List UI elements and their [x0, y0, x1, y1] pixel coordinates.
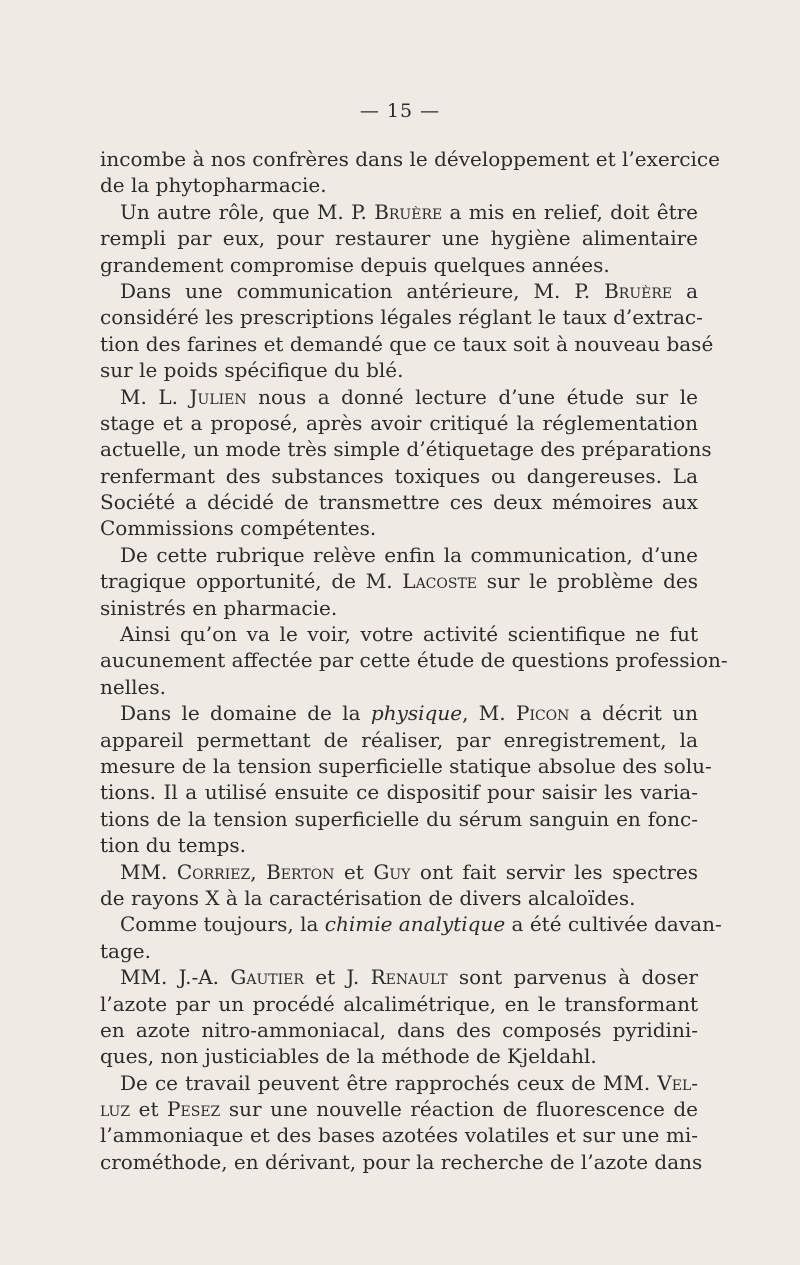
text-segment: ont fait servir les spectres [410, 859, 699, 884]
text-segment: l’azote par un procédé alcalimétrique, en le transformant [100, 991, 698, 1016]
text-segment: stage et a proposé, après avoir critiqué la réglementation [100, 410, 698, 435]
author-name: Bruère [374, 199, 443, 224]
author-name: Vel- [657, 1070, 698, 1095]
text-line [100, 146, 720, 172]
text-segment: ques, non justiciables de la méthode de Kjeldahl. [100, 1044, 597, 1069]
text-line [100, 938, 698, 964]
text-line [100, 674, 698, 700]
text-line [100, 489, 698, 515]
text-segment: en azote nitro-ammoniacal, dans des composés pyridini- [100, 1017, 698, 1042]
text-segment: tage. [100, 938, 151, 963]
text-segment: Comme toujours, la [120, 912, 325, 937]
text-line [100, 1122, 698, 1148]
text-segment: sont parvenus à doser [447, 965, 698, 990]
text-segment: De cette rubrique relève enfin la communication, d’une [120, 542, 698, 567]
text-line [100, 1149, 703, 1175]
text-line [100, 252, 698, 278]
text-line [100, 357, 698, 383]
text-line [100, 753, 712, 779]
text-segment: sur le poids spécifique du blé. [100, 358, 404, 383]
text-segment: De ce travail peuvent être rapprochés ceux de MM. [120, 1070, 658, 1095]
text-segment: de rayons X à la caractérisation de divers alcaloïdes. [100, 885, 636, 910]
text-line [100, 911, 722, 937]
text-line [100, 225, 698, 251]
text-line [100, 595, 698, 621]
text-segment: a décrit un [569, 701, 698, 726]
text-segment: aucunement affectée par cette étude de questions profession- [100, 648, 728, 673]
text-segment: Dans le domaine de la [120, 701, 371, 726]
text-segment: tions. Il a utilisé ensuite ce dispositif pour saisir les varia- [100, 780, 698, 805]
text-line [100, 568, 698, 594]
text-line [100, 436, 712, 462]
author-name: Berton [266, 859, 335, 884]
text-line [100, 463, 698, 489]
text-segment: a été cultivée davan- [505, 912, 722, 937]
author-name: Pesez [167, 1097, 221, 1122]
text-segment: a mis en relief, doit être [442, 199, 698, 224]
author-name: Picon [515, 701, 570, 726]
text-segment: tion des farines et demandé que ce taux soit à nouveau basé [100, 331, 714, 356]
text-line [100, 727, 698, 753]
author-name: luz [100, 1097, 131, 1122]
text-line [100, 199, 698, 225]
text-line [100, 384, 698, 410]
body-text [100, 146, 728, 1175]
text-segment: tragique opportunité, de M. [100, 569, 403, 594]
text-segment: M. L. [120, 384, 190, 409]
text-line [100, 859, 698, 885]
text-segment: MM. J.-A. [120, 965, 231, 990]
text-segment: Dans une communication antérieure, M. P. [120, 278, 605, 303]
text-segment: rempli par eux, pour restaurer une hygiène alimentaire [100, 226, 698, 251]
text-segment: Un autre rôle, que M. P. [120, 199, 375, 224]
text-segment: sur le problème des [477, 569, 698, 594]
author-name: Bruère [604, 278, 673, 303]
text-segment: considéré les prescriptions légales réglant le taux d’extrac- [100, 305, 703, 330]
italic-term: chimie analytique [324, 912, 506, 937]
italic-term: physique [370, 701, 463, 726]
page-number: — 15 — [359, 100, 441, 122]
text-segment: tion du temps. [100, 833, 247, 858]
text-line [100, 647, 728, 673]
text-segment: actuelle, un mode très simple d’étiquetage des préparations [100, 437, 712, 462]
text-segment: nous a donné lecture d’une étude sur le [246, 384, 698, 409]
text-segment: sinistrés en pharmacie. [100, 595, 338, 620]
text-segment: Société a décidé de transmettre ces deux mémoires aux [100, 490, 698, 515]
text-segment: MM. [120, 859, 177, 884]
text-segment: Ainsi qu’on va le voir, votre activité scientifique ne fut [120, 622, 698, 647]
text-line [100, 832, 698, 858]
text-segment: grandement compromise depuis quelques années. [100, 252, 610, 277]
text-segment: , M. [462, 701, 516, 726]
text-line [100, 779, 698, 805]
text-line [100, 304, 703, 330]
author-name: Corriez [176, 859, 251, 884]
text-line [100, 172, 698, 198]
text-line [100, 964, 698, 990]
text-line [100, 806, 698, 832]
text-segment: et J. [303, 965, 371, 990]
author-name: Lacoste [402, 569, 478, 594]
author-name: Gautier [230, 965, 304, 990]
text-segment: l’ammoniaque et des bases azotées volatiles et sur une mi- [100, 1123, 698, 1148]
text-line [100, 278, 698, 304]
text-line [100, 542, 698, 568]
text-line [100, 991, 698, 1017]
text-segment: renfermant des substances toxiques ou dangereuses. La [100, 463, 698, 488]
author-name: Guy [373, 859, 411, 884]
author-name: Renault [370, 965, 448, 990]
text-segment: sur une nouvelle réaction de fluorescence de [220, 1097, 699, 1122]
text-line [100, 1017, 698, 1043]
text-segment: tions de la tension superficielle du sérum sanguin en fonc- [100, 806, 698, 831]
text-line [100, 410, 698, 436]
text-segment: mesure de la tension superficielle statique absolue des solu- [100, 753, 712, 778]
text-segment: et [334, 859, 374, 884]
author-name: Julien [189, 384, 247, 409]
text-line [100, 1070, 698, 1096]
text-segment: crométhode, en dérivant, pour la recherche de l’azote dans [100, 1149, 703, 1174]
text-segment: a [672, 278, 699, 303]
text-segment: et [130, 1097, 168, 1122]
text-line [100, 700, 698, 726]
text-segment: incombe à nos confrères dans le développement et l’exercice [100, 147, 720, 171]
text-line [100, 621, 698, 647]
text-segment: de la phytopharmacie. [100, 173, 327, 198]
text-segment: Commissions compétentes. [100, 516, 377, 541]
text-line [100, 885, 698, 911]
text-segment: appareil permettant de réaliser, par enregistrement, la [100, 727, 698, 752]
text-line [100, 331, 714, 357]
text-line [100, 1096, 698, 1122]
text-segment: , [250, 859, 267, 884]
text-line [100, 515, 698, 541]
text-segment: nelles. [100, 674, 166, 699]
text-line [100, 1043, 698, 1069]
